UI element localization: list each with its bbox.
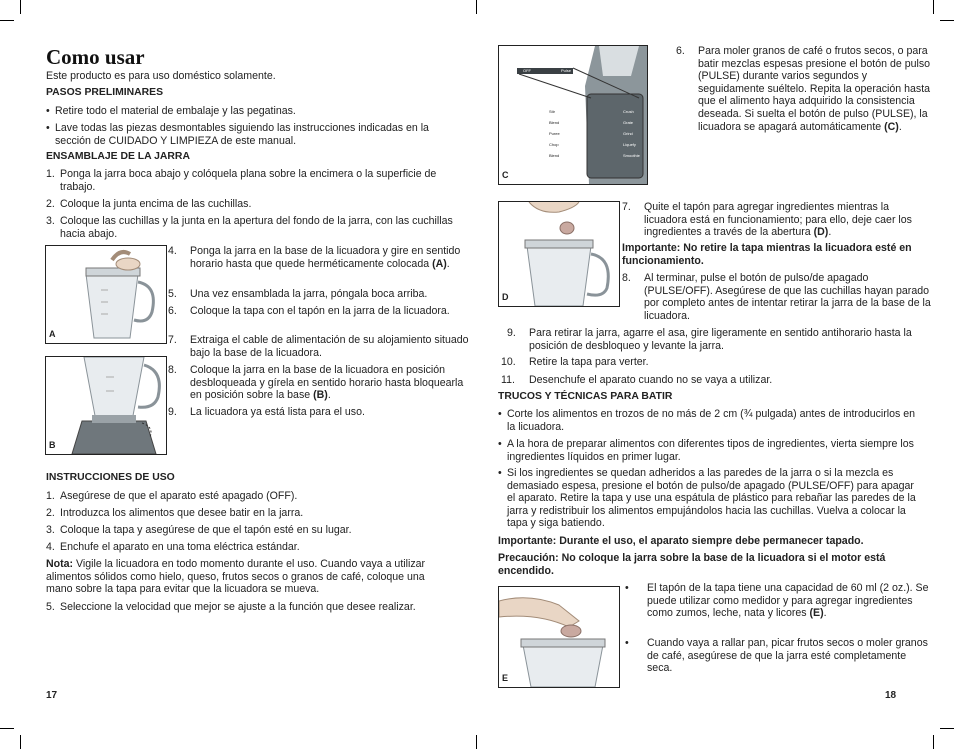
panel-speed-list: Crush Grate Grind Liquefy Smoothie	[623, 109, 640, 158]
list-item: 6. Para moler granos de café o frutos secos, o para batir mezclas espesas presione el botón de pulso (PULSE) durante varios segundos y seguidamente suéltelo. Repita la operación hasta que el alimento haya adquirido la consistencia deseada. Si suelta el botón de pulso (PULSE), la licuadora se apagará automáticamente (C).	[676, 45, 931, 133]
important-note: Importante: No retire la tapa mientras la licuadora esté en funcionamiento.	[622, 242, 912, 267]
panel-label: Pulse	[561, 68, 572, 73]
figure-e	[498, 586, 620, 688]
list-item: 5. Seleccione la velocidad que mejor se ajuste a la función que desee realizar.	[46, 601, 416, 613]
list-item: • Si los ingredientes se quedan adheridos a las paredes de la jarra o si la mezcla es demasiado espesa, presione el botón de pulso/de apagado (PULSE/OFF) para apagar el aparato. Retire la tapa y use una espátula de plástico para rebañar las paredes de la jarra y redistribuir los alimentos empujándolos hacia las cuchillas. Vuelva a colocar la tapa y siga batiendo.	[498, 467, 916, 530]
list-item: 4. Ponga la jarra en la base de la licuadora y gire en sentido horario hasta que quede herméticamente colocada (A).	[168, 245, 461, 270]
list-item: 9. La licuadora ya está lista para el uso.	[168, 406, 365, 418]
list-item: • A la hora de preparar alimentos con diferentes tipos de ingredientes, vierta siempre los ingredientes líquidos en primer lugar.	[498, 438, 914, 463]
page-title: Como usar	[46, 45, 145, 69]
figure-label: A	[49, 329, 56, 340]
figure-label: C	[502, 170, 509, 181]
figure-label: E	[502, 673, 509, 684]
list-item: • Corte los alimentos en trozos de no más de 2 cm (¾ pulgada) antes de introducirlos en la licuadora.	[498, 408, 916, 433]
list-item: 2. Introduzca los alimentos que desee batir en la jarra.	[46, 507, 304, 519]
list-item: • Retire todo el material de embalaje y las pegatinas.	[46, 105, 296, 117]
blender-jar-figure	[46, 246, 166, 343]
list-item: 7. Quite el tapón para agregar ingredientes mientras la licuadora está en funcionamiento; para ello, deje caer los ingredientes a través de la abertura (D).	[622, 201, 912, 239]
note-paragraph: Nota: Vigile la licuadora en todo momento durante el uso. Cuando vaya a utilizar alimentos sólidos como hielo, queso, frutos secos o granos de café, coloque una mano sobre la tapa para evitar que la licuadora se mueva.	[46, 558, 426, 596]
list-item: 3. Coloque la tapa y asegúrese de que el tapón esté en su lugar.	[46, 524, 352, 536]
list-item: 5. Una vez ensamblada la jarra, póngala boca arriba.	[168, 288, 428, 300]
panel-label: OFF	[523, 68, 531, 73]
list-item: • El tapón de la tapa tiene una capacidad de 60 ml (2 oz.). Se puede utilizar como medidor y para agregar ingredientes como zumos, leche, nata y licores (E).	[625, 582, 929, 620]
section-heading-pre: PASOS PRELIMINARES	[46, 87, 164, 98]
list-item: 7. Extraiga el cable de alimentación de su alojamiento situado bajo la base de la licuadora.	[168, 334, 469, 359]
panel-speed-list: Stir Blend Puree Chop Blend	[549, 109, 560, 158]
list-item: 2. Coloque la junta encima de las cuchillas.	[46, 198, 252, 210]
figure-label: D	[502, 292, 509, 303]
list-item: 11. Desenchufe el aparato cuando no se vaya a utilizar.	[501, 374, 773, 386]
list-item: 3. Coloque las cuchillas y la junta en la apertura del fondo de la jarra, con las cuchillas hacia abajo.	[46, 215, 453, 240]
list-item: 10. Retire la tapa para verter.	[501, 356, 649, 368]
list-item: • Cuando vaya a rallar pan, picar frutos secos o moler granos de café, asegúrese de que la jarra esté completamente seca.	[625, 637, 928, 675]
blender-base-figure	[46, 357, 166, 454]
adding-ingredients-figure	[499, 202, 619, 306]
list-item: 8. Al terminar, pulse el botón de pulso/de apagado (PULSE/OFF). Asegúrese de que las cuchillas hayan parado por completo antes de intentar retirar la jarra de la base de la licuadora.	[622, 272, 931, 322]
list-item: 1. Asegúrese de que el aparato esté apagado (OFF).	[46, 490, 298, 502]
measuring-cap-figure	[499, 587, 619, 687]
intro-text: Este producto es para uso doméstico solamente.	[46, 70, 276, 82]
figure-b	[45, 356, 167, 455]
section-heading-assembly: ENSAMBLAJE DE LA JARRA	[46, 151, 190, 162]
caution-note: Precaución: No coloque la jarra sobre la base de la licuadora si el motor está encendido.	[498, 552, 886, 577]
list-item: 1. Ponga la jarra boca abajo y colóquela plana sobre la encimera o la superficie de trabajo.	[46, 168, 437, 193]
list-item: 6. Coloque la tapa con el tapón en la jarra de la licuadora.	[168, 305, 450, 317]
figure-a	[45, 245, 167, 344]
figure-d	[498, 201, 620, 307]
important-note: Importante: Durante el uso, el aparato siempre debe permanecer tapado.	[498, 535, 864, 547]
figure-c	[498, 45, 648, 185]
figure-label: B	[49, 440, 56, 451]
list-item: 9. Para retirar la jarra, agarre el asa, gire ligeramente en sentido antihorario hasta la posición de desbloqueo y levante la jarra.	[507, 327, 912, 352]
list-item: 4. Enchufe el aparato en una toma eléctrica estándar.	[46, 541, 300, 553]
section-heading-tips: TRUCOS Y TÉCNICAS PARA BATIR	[498, 391, 673, 402]
list-item: 8. Coloque la jarra en la base de la licuadora en posición desbloqueada y gírela en sentido horario hasta bloquearla en posición sobre la base (B).	[168, 364, 464, 402]
page-number: 18	[885, 690, 897, 701]
list-item: • Lave todas las piezas desmontables siguiendo las instrucciones indicadas en la sección de CUIDADO Y LIMPIEZA de este manual.	[46, 122, 429, 147]
section-heading-use: INSTRUCCIONES DE USO	[46, 472, 175, 483]
page-number: 17	[46, 690, 58, 701]
right-page	[477, 0, 954, 749]
